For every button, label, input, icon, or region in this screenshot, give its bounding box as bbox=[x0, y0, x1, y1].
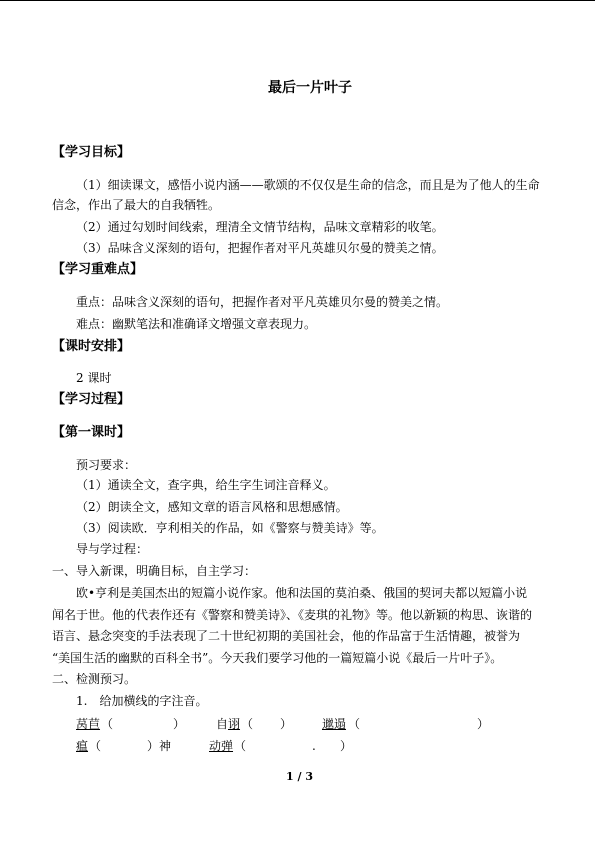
paren-close: ） bbox=[340, 739, 353, 753]
goal-line-1: （1）细读课文，感悟小说内涵——歌颂的不仅仅是生命的信念，而且是为了他人的生命 bbox=[76, 178, 540, 192]
paren-close: ） bbox=[147, 739, 160, 753]
preview-item-2: （2）朗读全文，感知文章的语言风格和思想感情。 bbox=[76, 500, 348, 514]
heading-lesson-1: 【第一课时】 bbox=[52, 425, 131, 440]
heading-schedule: 【课时安排】 bbox=[52, 339, 131, 354]
step-2-heading: 二、检测预习。 bbox=[52, 672, 137, 686]
word-wen-tail: 神 bbox=[159, 739, 172, 753]
top-rule bbox=[0, 0, 595, 1]
heading-key-points: 【学习重难点】 bbox=[52, 262, 144, 277]
word-wen: 瘟 bbox=[76, 739, 89, 753]
intro-line-4: “美国生活的幽默的百科全书”。今天我们要学习他的一篇短篇小说《最后一片叶子》。 bbox=[52, 651, 503, 665]
paren-open: （ bbox=[348, 717, 361, 731]
preview-item-1: （1）通读全文，查字典，给生字生词注音释义。 bbox=[76, 478, 336, 492]
word-wojv: 莴苣 bbox=[76, 717, 101, 731]
intro-line-1: 欧•亨利是美国杰出的短篇小说作家。他和法国的莫泊桑、俄国的契诃夫都以短篇小说 bbox=[76, 586, 528, 600]
word-dongtan: 动弹 bbox=[209, 739, 234, 753]
intro-line-2: 闻名于世。他的代表作还有《警察和赞美诗》、《麦琪的礼物》等。他以新颖的构思、诙谐的 bbox=[52, 608, 533, 622]
paren-close: ） bbox=[280, 717, 293, 731]
guide-process: 导与学过程： bbox=[76, 542, 149, 556]
paren-close: ） bbox=[173, 717, 186, 731]
paren-open: （ bbox=[101, 717, 114, 731]
heading-process: 【学习过程】 bbox=[52, 392, 131, 407]
dot-mark: . bbox=[312, 739, 316, 753]
intro-line-3: 语言、悬念突变的手法表现了二十世纪初期的美国社会，他的作品富于生活情趣，被誉为 bbox=[52, 629, 521, 643]
key-point-main: 重点：品味含义深刻的语句，把握作者对平凡英雄贝尔曼的赞美之情。 bbox=[76, 295, 449, 309]
step-1-heading: 一、导入新课，明确目标，自主学习： bbox=[52, 564, 257, 578]
heading-goals: 【学习目标】 bbox=[52, 145, 131, 160]
word-zixu-underlined: 诩 bbox=[228, 717, 241, 731]
paren-open: （ bbox=[89, 739, 102, 753]
exercise-1-prompt: 1. 给加横线的字注音。 bbox=[76, 694, 208, 708]
paren-close: ） bbox=[477, 717, 490, 731]
goal-line-2: 信念，作出了最大的自我牺牲。 bbox=[52, 198, 221, 212]
goal-line-3: （2）通过勾划时间线索，理清全文情节结构，品味文章精彩的收笔。 bbox=[76, 220, 444, 234]
paren-open: （ bbox=[234, 739, 247, 753]
word-lata: 邋遢 bbox=[322, 717, 347, 731]
paren-open: （ bbox=[241, 717, 254, 731]
goal-line-4: （3）品味含义深刻的语句，把握作者对平凡英雄贝尔曼的赞美之情。 bbox=[76, 241, 444, 255]
page-number: 1 / 3 bbox=[286, 770, 313, 783]
page-title: 最后一片叶子 bbox=[268, 80, 352, 96]
word-zixu-prefix: 自 bbox=[216, 717, 229, 731]
key-point-difficulty: 难点：幽默笔法和准确译文增强文章表现力。 bbox=[76, 317, 317, 331]
preview-item-3: （3）阅读欧．亨利相关的作品，如《警察与赞美诗》等。 bbox=[76, 521, 384, 535]
schedule-text: 2 课时 bbox=[76, 371, 112, 385]
preview-requirements: 预习要求： bbox=[76, 458, 137, 472]
